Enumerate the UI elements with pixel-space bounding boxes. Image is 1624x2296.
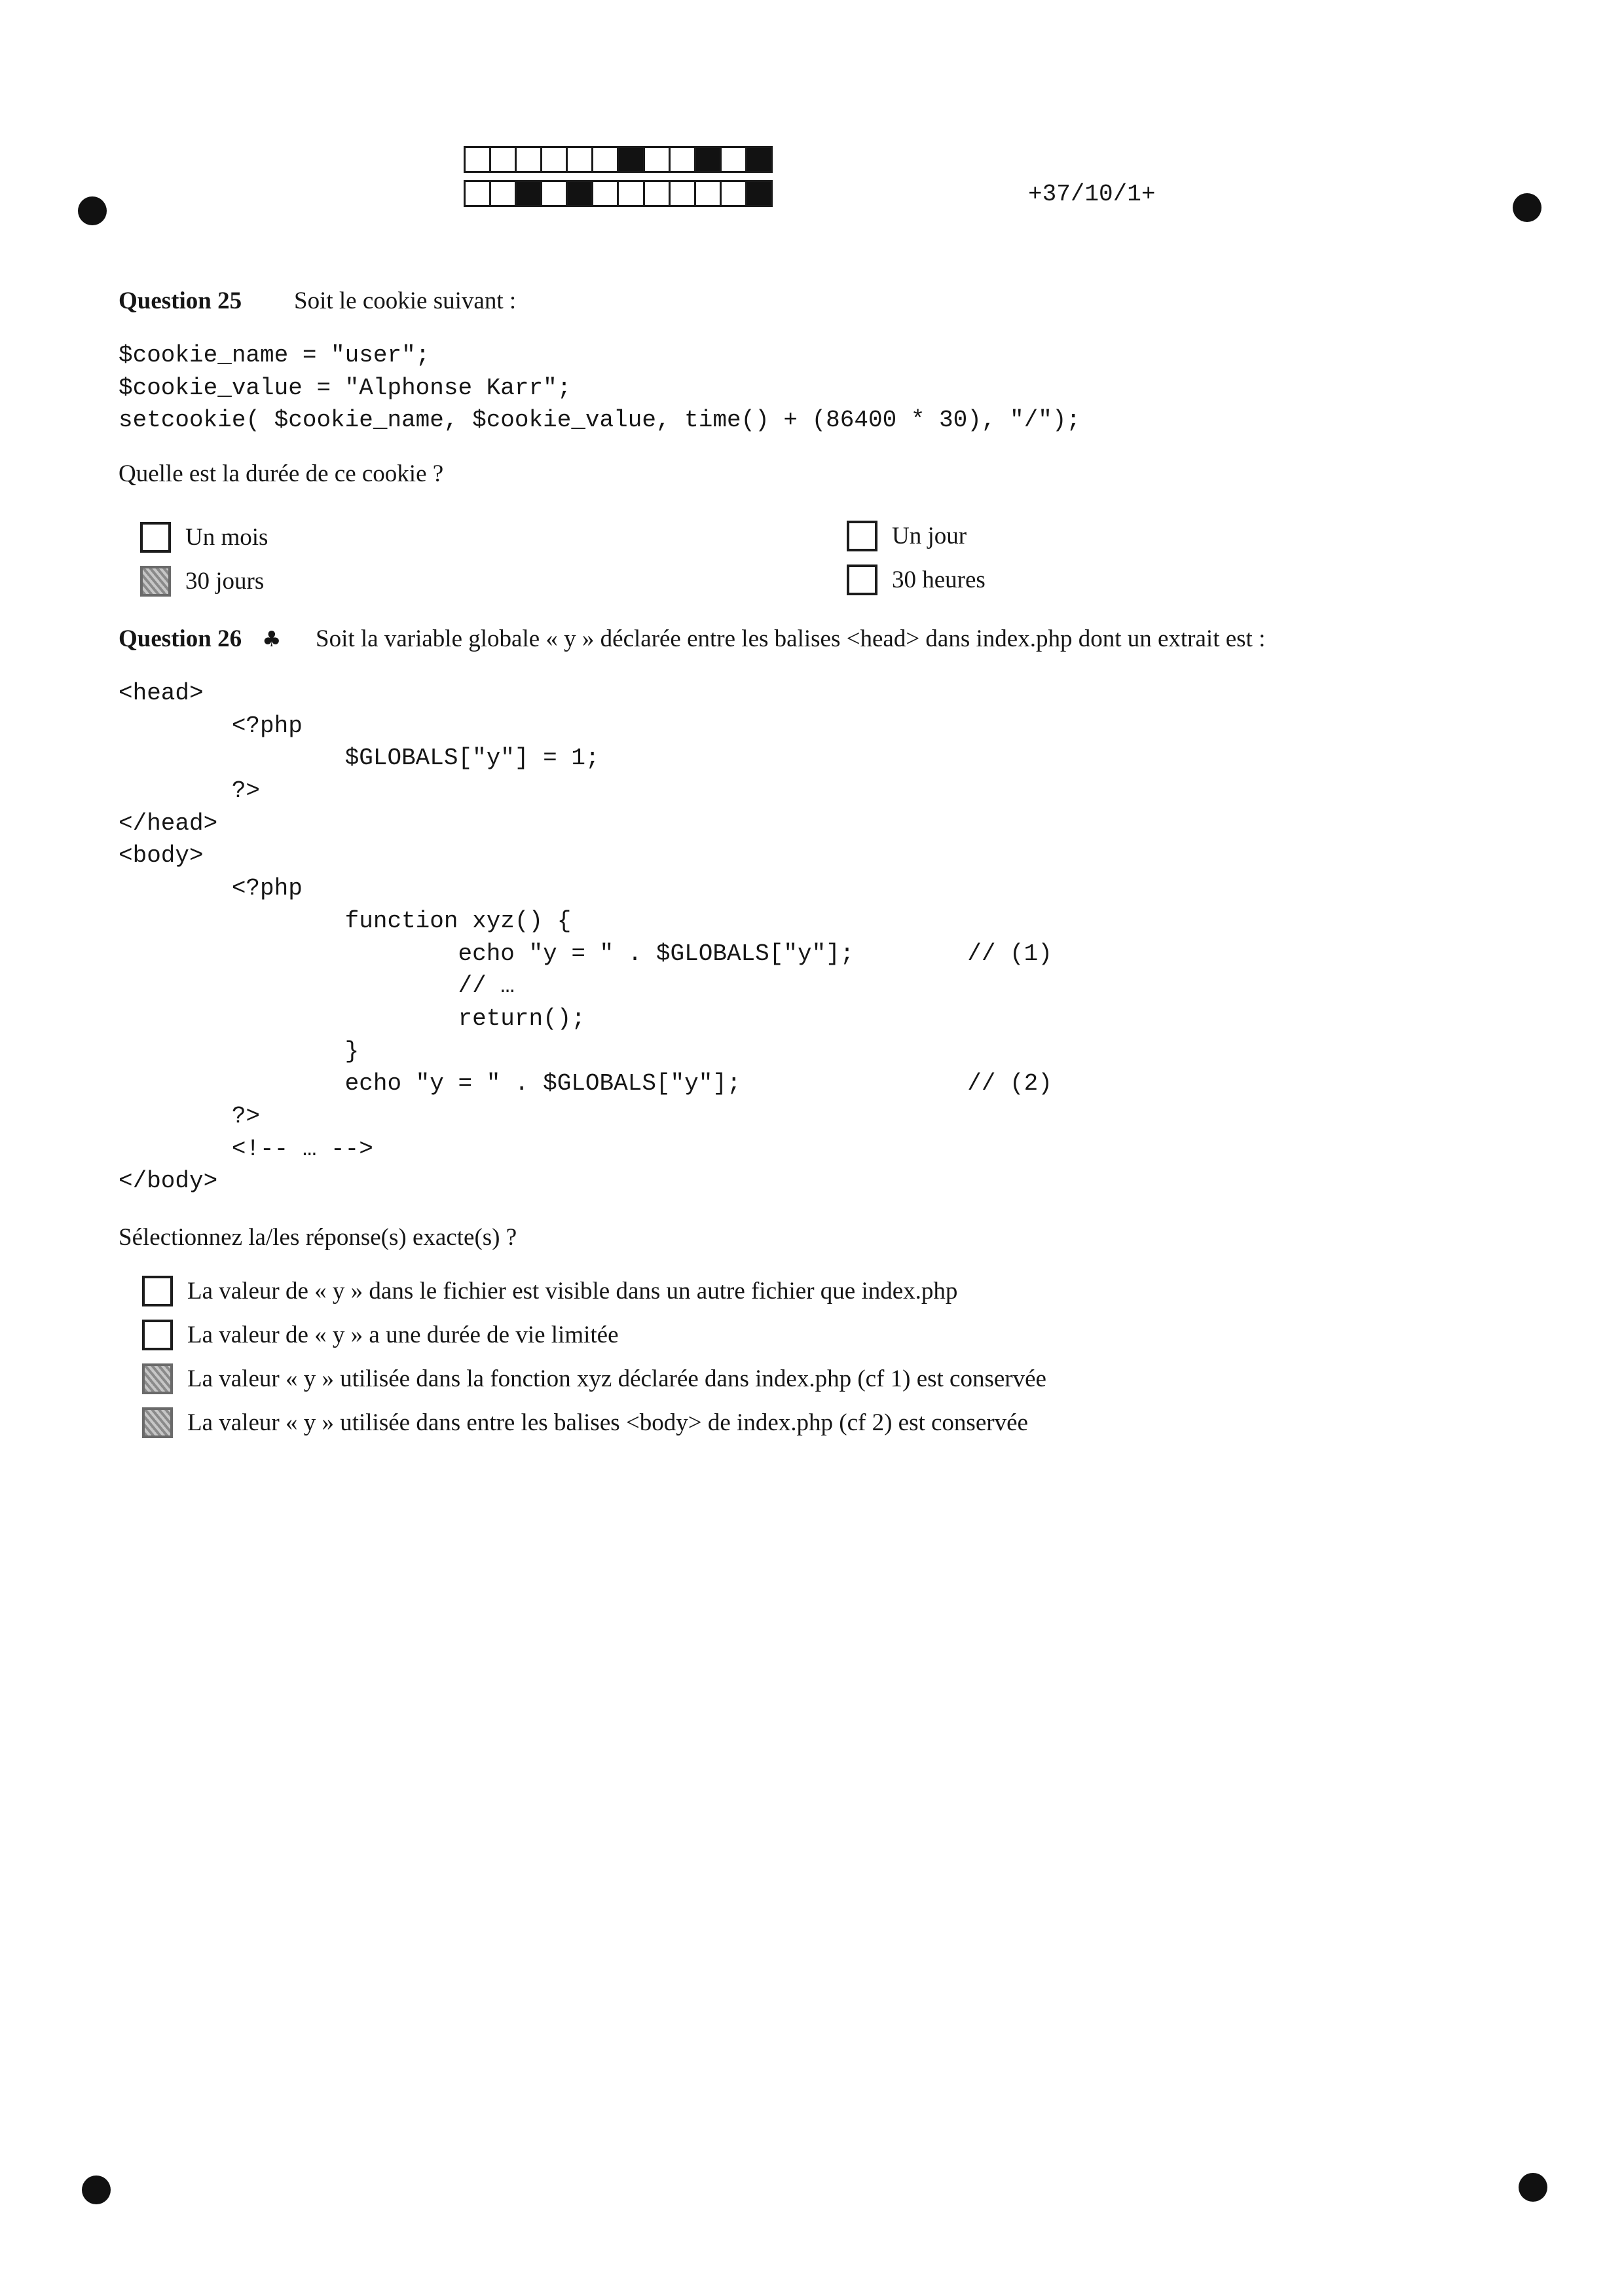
code-line: $cookie_name = "user"; — [119, 342, 430, 369]
answer-label: La valeur « y » utilisée dans la fonction xyz déclarée dans index.php (cf 1) est conservée — [187, 1365, 1046, 1392]
answer-option[interactable] — [142, 1276, 957, 1306]
barcode-cell — [619, 146, 644, 173]
question-26-ask: Sélectionnez la/les réponse(s) exacte(s) ? — [119, 1224, 517, 1251]
answer-checkbox[interactable] — [847, 521, 877, 551]
answer-option[interactable] — [140, 566, 264, 597]
answer-checkbox[interactable] — [142, 1363, 173, 1394]
barcode — [464, 146, 773, 207]
code-line: $cookie_value = "Alphonse Karr"; — [119, 374, 572, 401]
barcode-cell — [645, 146, 671, 173]
barcode-cell — [722, 146, 747, 173]
barcode-cell — [491, 180, 517, 207]
code-line: $GLOBALS["y"] = 1; — [119, 745, 600, 772]
answer-option[interactable] — [142, 1363, 1046, 1394]
code-line: <?php — [119, 712, 303, 739]
barcode-row-bottom — [464, 180, 773, 207]
answer-option[interactable] — [140, 522, 268, 553]
answer-option[interactable] — [142, 1407, 1028, 1438]
code-line: // … — [119, 972, 515, 1000]
answer-label: La valeur de « y » a une durée de vie limitée — [187, 1321, 619, 1348]
answer-option[interactable] — [847, 565, 986, 595]
barcode-cell — [619, 180, 644, 207]
code-line: </head> — [119, 809, 218, 837]
answer-label: La valeur de « y » dans le fichier est visible dans un autre fichier que index.php — [187, 1277, 958, 1305]
barcode-cell — [696, 180, 722, 207]
question-26-code — [119, 677, 1052, 1198]
answer-label: Un mois — [185, 523, 268, 551]
answer-checkbox[interactable] — [140, 522, 171, 553]
barcode-cell — [466, 180, 491, 207]
barcode-cell — [593, 146, 619, 173]
answer-option[interactable] — [847, 521, 967, 551]
question-26-label: Question 26 — [119, 625, 242, 652]
answer-option[interactable] — [142, 1320, 619, 1350]
question-25-ask: Quelle est la durée de ce cookie ? — [119, 460, 444, 487]
question-26-prompt: Soit la variable globale « y » déclarée entre les balises <head> dans index.php dont un extrait est : — [316, 625, 1266, 652]
registration-mark-bottom-left — [82, 2176, 111, 2204]
code-line: ?> — [119, 1102, 261, 1130]
question-25-code — [119, 339, 1080, 437]
code-line: setcookie( $cookie_name, $cookie_value, time() + (86400 * 30), "/"); — [119, 407, 1081, 434]
registration-mark-bottom-right — [1519, 2173, 1547, 2202]
answer-checkbox[interactable] — [847, 565, 877, 595]
barcode-cell — [491, 146, 517, 173]
barcode-cell — [722, 180, 747, 207]
registration-mark-top-right — [1513, 193, 1541, 222]
code-line: <?php — [119, 875, 303, 902]
code-line: </body> — [119, 1168, 218, 1195]
barcode-cell — [568, 146, 593, 173]
code-line: echo "y = " . $GLOBALS["y"]; // (1) — [119, 940, 1052, 967]
answer-label: La valeur « y » utilisée dans entre les balises <body> de index.php (cf 2) est conservée — [187, 1409, 1028, 1436]
answer-label: Un jour — [892, 522, 967, 549]
answer-checkbox[interactable] — [140, 566, 171, 597]
barcode-cell — [568, 180, 593, 207]
barcode-cell — [747, 146, 773, 173]
barcode-cell — [517, 180, 542, 207]
code-line: } — [119, 1037, 360, 1065]
barcode-cell — [593, 180, 619, 207]
code-line: <body> — [119, 842, 204, 870]
answer-label: 30 heures — [892, 566, 986, 593]
code-line: echo "y = " . $GLOBALS["y"]; // (2) — [119, 1070, 1052, 1098]
barcode-cell — [696, 146, 722, 173]
question-25-prompt: Soit le cookie suivant : — [294, 287, 517, 314]
code-line: ?> — [119, 777, 261, 805]
answer-checkbox[interactable] — [142, 1276, 173, 1306]
barcode-cell — [517, 146, 542, 173]
barcode-cell — [645, 180, 671, 207]
code-line: function xyz() { — [119, 907, 572, 935]
barcode-cell — [747, 180, 773, 207]
code-line: <head> — [119, 680, 204, 707]
barcode-cell — [466, 146, 491, 173]
barcode-cell — [671, 146, 696, 173]
code-line: return(); — [119, 1005, 585, 1032]
club-icon: ♣ — [262, 626, 282, 652]
barcode-cell — [542, 180, 568, 207]
barcode-cell — [671, 180, 696, 207]
barcode-cell — [542, 146, 568, 173]
answer-checkbox[interactable] — [142, 1407, 173, 1438]
barcode-row-top — [464, 146, 773, 173]
registration-mark-top-left — [78, 196, 107, 225]
answer-label: 30 jours — [185, 567, 265, 595]
code-line: <!-- … --> — [119, 1135, 373, 1162]
question-25-label: Question 25 — [119, 287, 242, 314]
answer-checkbox[interactable] — [142, 1320, 173, 1350]
page-code: +37/10/1+ — [1028, 181, 1156, 208]
